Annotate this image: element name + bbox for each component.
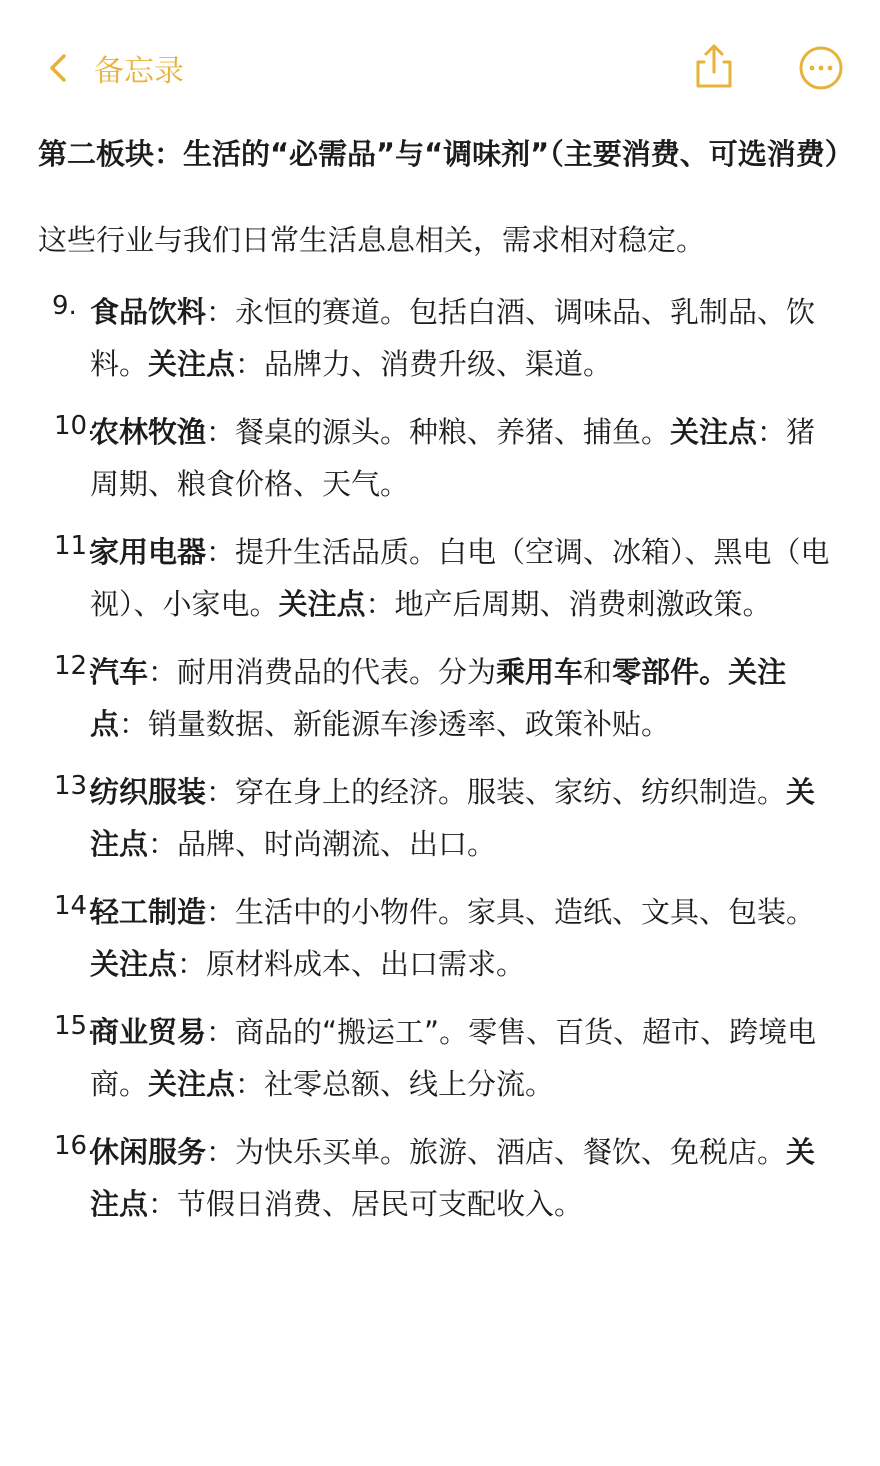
list-item <box>38 646 843 750</box>
industry-name: 食品饮料 <box>90 295 207 329</box>
item-number: 15. <box>54 1011 96 1041</box>
item-number: 14. <box>54 891 96 921</box>
item-number: 13. <box>54 771 96 801</box>
share-icon[interactable] <box>692 42 736 90</box>
focus-text: ：品牌、时尚潮流、出口。 <box>148 827 497 861</box>
industry-desc: ：提升生活品质。白电（空调、冰箱）、黑电（电视）、小家电。 <box>90 535 830 621</box>
focus-text: ：原材料成本、出口需求。 <box>177 947 526 981</box>
focus-label: 关注点 <box>90 947 178 981</box>
list-item <box>38 1006 843 1110</box>
back-label: 备忘录 <box>94 54 184 89</box>
list-item <box>38 286 843 390</box>
focus-label: 关注点 <box>278 587 366 621</box>
list-item <box>38 1126 843 1230</box>
industry-list <box>38 286 843 1230</box>
chevron-left-icon <box>44 50 72 86</box>
list-item <box>38 526 843 630</box>
industry-name: 汽车 <box>90 655 149 689</box>
focus-label: 关注点 <box>148 347 236 381</box>
industry-desc: ：为快乐买单。旅游、酒店、餐饮、免税店。 <box>206 1135 787 1169</box>
industry-desc-connector: 和 <box>583 655 613 689</box>
focus-label: 关注点 <box>90 1135 816 1221</box>
industry-desc-end: 。 <box>699 655 729 689</box>
focus-label: 关注点 <box>90 775 816 861</box>
industry-desc: ：餐桌的源头。种粮、养猪、捕鱼。 <box>206 415 671 449</box>
navigation-bar <box>0 0 880 120</box>
list-item <box>38 886 843 990</box>
focus-text: ：节假日消费、居民可支配收入。 <box>148 1187 584 1221</box>
back-button[interactable] <box>44 44 184 92</box>
focus-text: ：销量数据、新能源车渗透率、政策补贴。 <box>119 707 671 741</box>
item-number: 12. <box>54 651 96 681</box>
focus-text: ：品牌力、消费升级、渠道。 <box>235 347 613 381</box>
section-intro: 这些行业与我们日常生活息息相关，需求相对稳定。 <box>38 223 706 257</box>
industry-name: 休闲服务 <box>90 1135 207 1169</box>
more-options-icon[interactable] <box>798 45 844 91</box>
sub-category: 乘用车 <box>496 655 584 689</box>
list-item <box>38 406 843 510</box>
note-content[interactable] <box>38 128 854 1246</box>
industry-name: 纺织服装 <box>90 775 207 809</box>
focus-text: ：地产后周期、消费刺激政策。 <box>365 587 772 621</box>
focus-text: ：社零总额、线上分流。 <box>235 1067 555 1101</box>
industry-desc: ：商品的“搬运工”。零售、百货、超市、跨境电商。 <box>90 1015 817 1101</box>
industry-name: 商业贸易 <box>90 1015 207 1049</box>
focus-label: 关注点 <box>90 655 787 741</box>
focus-label: 关注点 <box>148 1067 236 1101</box>
focus-text: ：猪周期、粮食价格、天气。 <box>90 415 816 501</box>
list-item <box>38 766 843 870</box>
sub-category: 零部件 <box>612 655 700 689</box>
industry-desc: ：永恒的赛道。包括白酒、调味品、乳制品、饮料。 <box>90 295 816 381</box>
industry-name: 农林牧渔 <box>90 415 207 449</box>
industry-desc: ：穿在身上的经济。服装、家纺、纺织制造。 <box>206 775 787 809</box>
industry-name: 轻工制造 <box>90 895 207 929</box>
focus-label: 关注点 <box>670 415 758 449</box>
section-title: 第二板块：生活的“必需品”与“调味剂”（主要消费、可选消费） <box>38 137 854 171</box>
item-number: 9. <box>52 291 77 321</box>
item-number: 11. <box>54 531 96 561</box>
item-number: 16. <box>54 1131 96 1161</box>
industry-desc: ：生活中的小物件。家具、造纸、文具、包装。 <box>206 895 816 929</box>
item-number: 10. <box>54 411 96 441</box>
industry-desc: ：耐用消费品的代表。分为 <box>148 655 497 689</box>
industry-name: 家用电器 <box>90 535 207 569</box>
